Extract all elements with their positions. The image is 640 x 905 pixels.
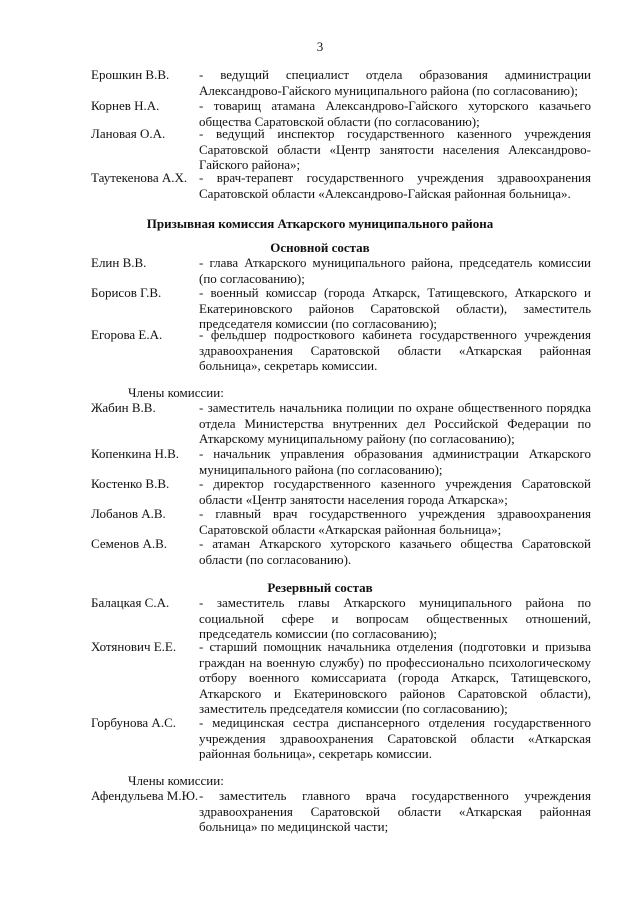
member-role: - фельдшер подросткового кабинета государственного учреждения здравоохранения Саратовской области «Аткарская районная больница», секретарь комиссии. xyxy=(199,327,591,374)
member-name: Борисов Г.В. xyxy=(91,285,162,300)
member-role: - медицинская сестра диспансерного отделения государственного учреждения здравоохранения Саратовской области «Аткарская районная больница», секретарь комиссии. xyxy=(199,715,591,762)
member-role: - заместитель главы Аткарского муниципального района по социальной сфере и вопросам общественных отношений, председатель комиссии (по согласованию); xyxy=(199,595,591,642)
member-name: Таутекенова А.Х. xyxy=(91,170,188,185)
member-name: Хотянович Е.Е. xyxy=(91,639,177,654)
member-name: Горбунова А.С. xyxy=(91,715,176,730)
reserve-members-label: Члены комиссии: xyxy=(128,773,224,788)
member-role: - глава Аткарского муниципального района, председатель комиссии (по согласованию); xyxy=(199,255,591,286)
member-role: - атаман Аткарского хуторского казачьего общества Саратовской области (по согласованию). xyxy=(199,536,591,567)
member-name: Лобанов А.В. xyxy=(91,506,166,521)
member-role: - ведущий специалист отдела образования администрации Александрово-Гайского муниципального района (по согласованию); xyxy=(199,67,591,98)
member-role: - врач-терапевт государственного учреждения здравоохранения Саратовской области «Александрово-Гайская районная больница». xyxy=(199,170,591,201)
member-role: - главный врач государственного учреждения здравоохранения Саратовской области «Аткарская районная больница»; xyxy=(199,506,591,537)
member-name: Семенов А.В. xyxy=(91,536,168,551)
page-number: 3 xyxy=(316,39,324,54)
member-name: Афендульева М.Ю. xyxy=(91,788,199,803)
member-role: - заместитель начальника полиции по охране общественного порядка отдела Министерства внутренних дел Российской Федерации по Аткарскому муниципальному району (по согласованию); xyxy=(199,400,591,447)
member-role: - старший помощник начальника отделения (подготовки и призыва граждан на военную службу) по профессионально психологическому отбору военного комиссариата (города Аткарск, Татищевского, Аткарского и Екатериновского районов Саратовской области), заместитель председателя комиссии (по согласованию); xyxy=(199,639,591,717)
member-role: - товарищ атамана Александрово-Гайского хуторского казачьего общества Саратовской области (по согласованию); xyxy=(199,98,591,129)
member-name: Жабин В.В. xyxy=(91,400,156,415)
member-name: Костенко В.В. xyxy=(91,476,170,491)
main-composition-title: Основной состав xyxy=(270,240,370,255)
member-name: Балацкая С.А. xyxy=(91,595,170,610)
member-name: Ерошкин В.В. xyxy=(91,67,170,82)
member-role: - директор государственного казенного учреждения Саратовской области «Центр занятости населения города Аткарска»; xyxy=(199,476,591,507)
member-role: - ведущий инспектор государственного казенного учреждения Саратовской области «Центр занятости населения Александрово-Гайского района»; xyxy=(199,126,591,173)
member-name: Копенкина Н.В. xyxy=(91,446,180,461)
member-name: Корнев Н.А. xyxy=(91,98,160,113)
member-name: Елин В.В. xyxy=(91,255,147,270)
member-name: Егорова Е.А. xyxy=(91,327,163,342)
member-role: - военный комиссар (города Аткарск, Татищевского, Аткарского и Екатериновского районов Саратовской области), заместитель председателя комиссии (по согласованию); xyxy=(199,285,591,332)
member-role: - заместитель главного врача государственного учреждения здравоохранения Саратовской области «Аткарская районная больница» по медицинской части; xyxy=(199,788,591,835)
reserve-composition-title: Резервный состав xyxy=(267,580,373,595)
member-name: Лановая О.А. xyxy=(91,126,166,141)
members-label: Члены комиссии: xyxy=(128,385,224,400)
member-role: - начальник управления образования администрации Аткарского муниципального района (по согласованию); xyxy=(199,446,591,477)
commission-title: Призывная комиссия Аткарского муниципального района xyxy=(146,216,494,231)
